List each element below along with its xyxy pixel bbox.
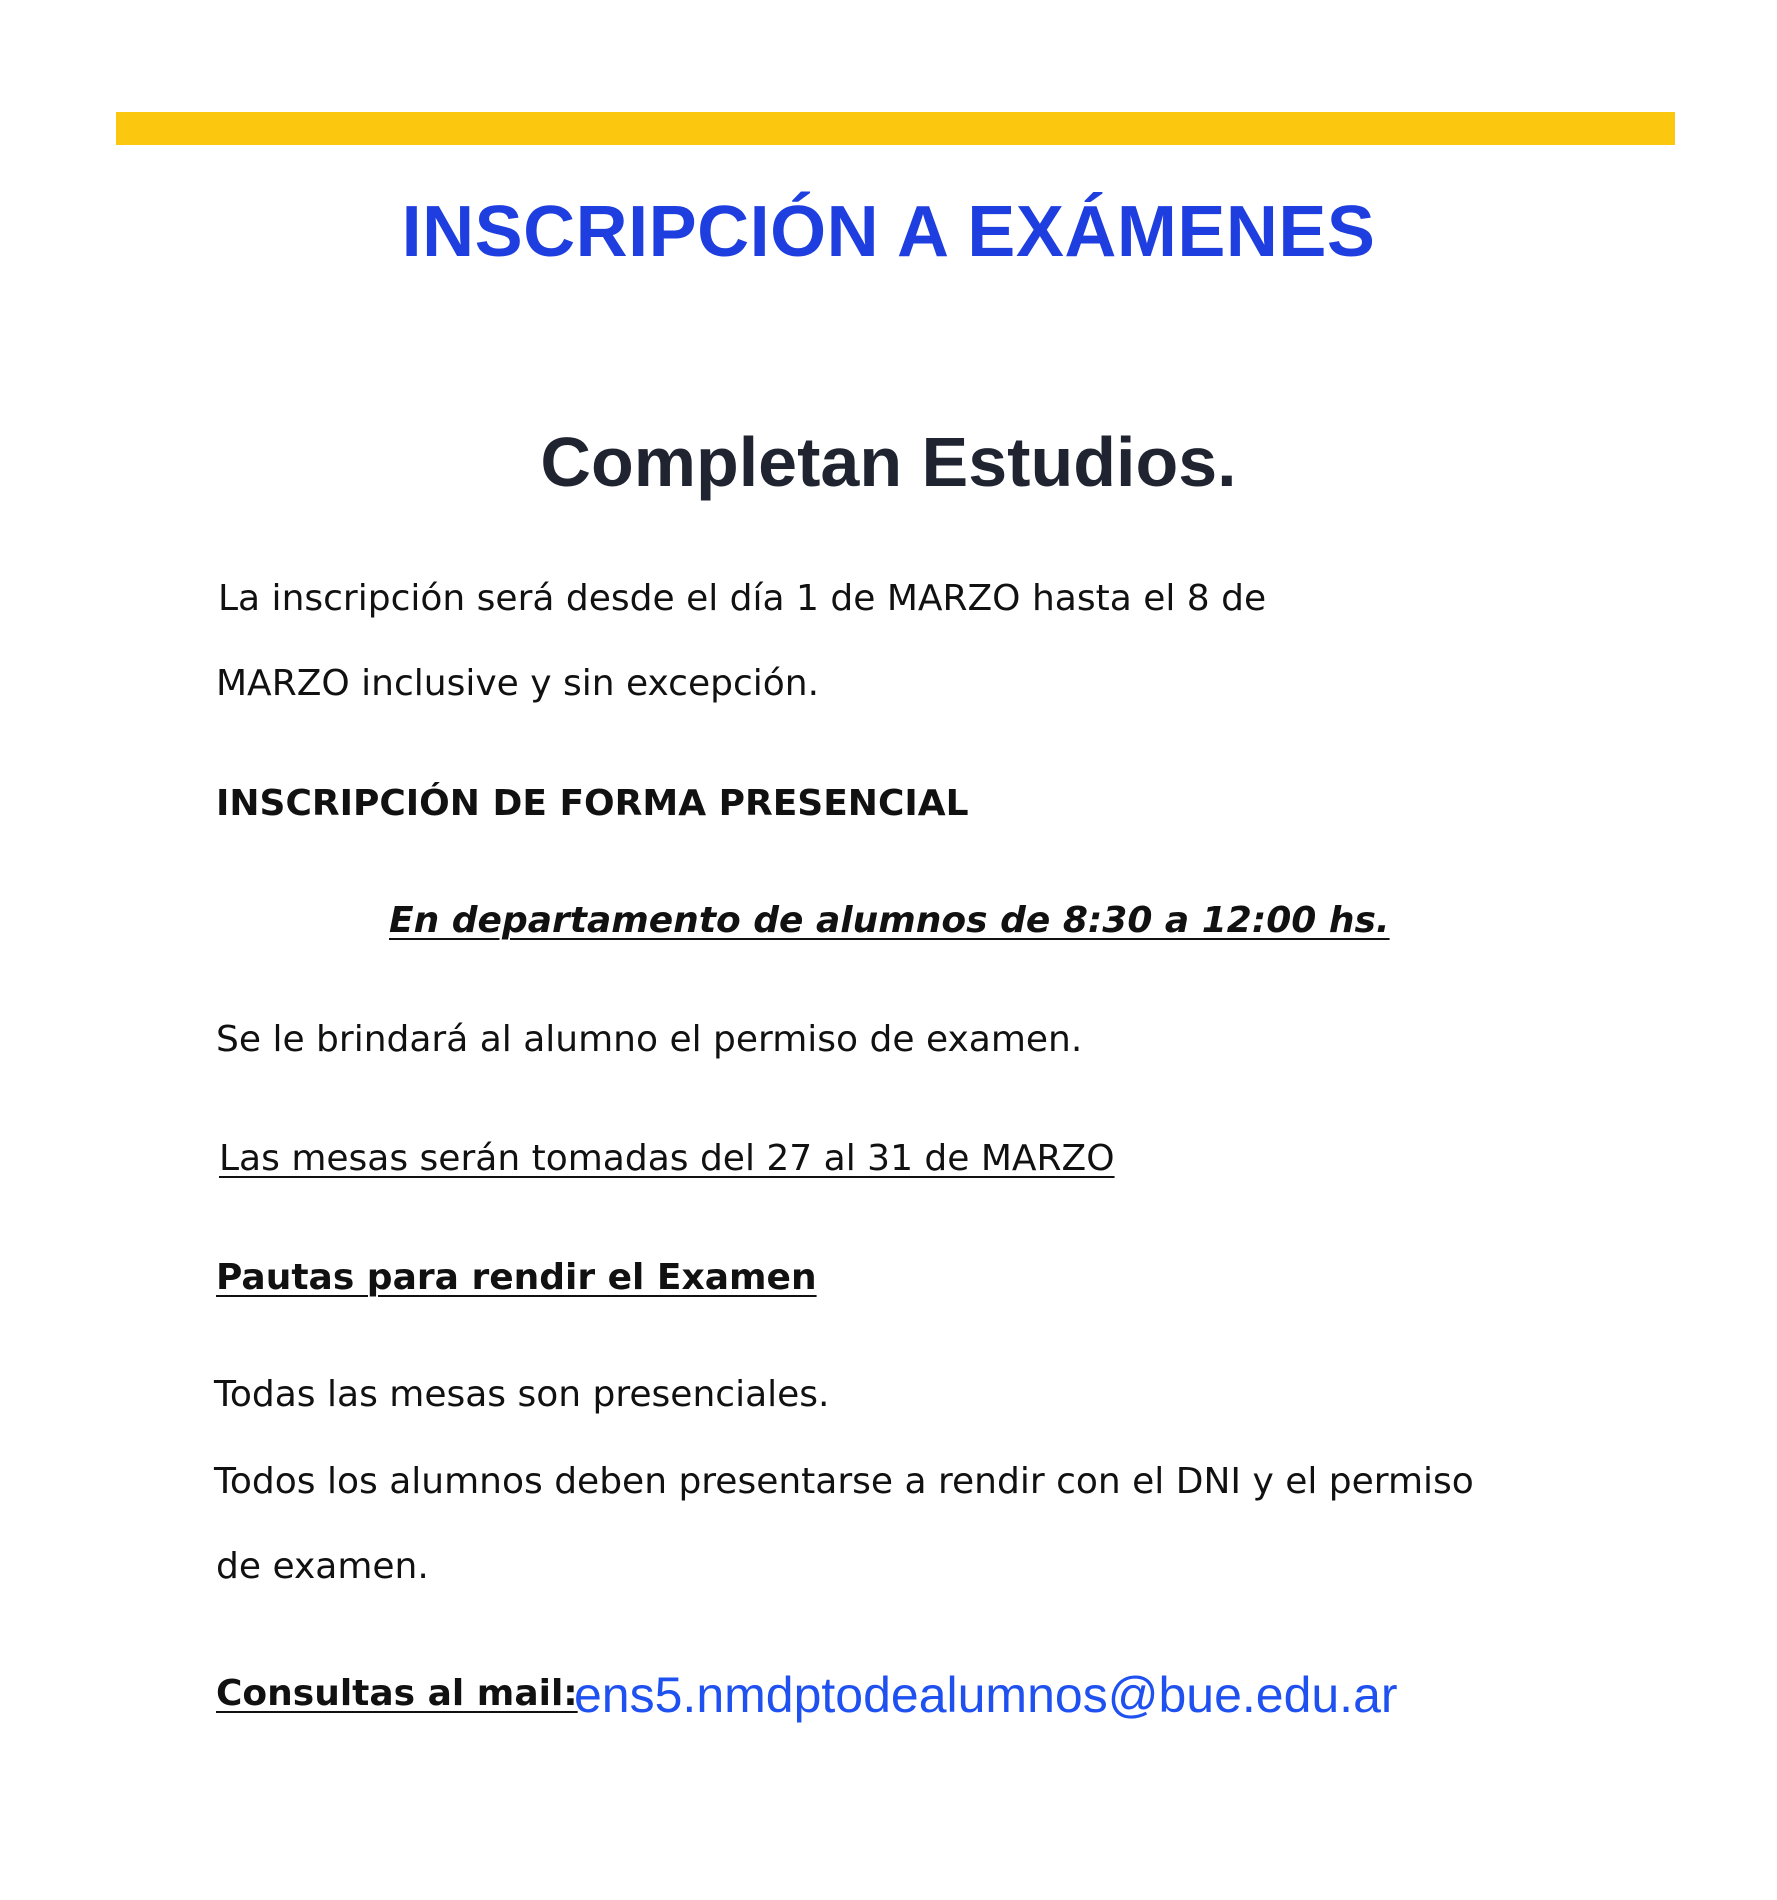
contact-label: Consultas al mail:: [216, 1673, 578, 1714]
exam-dates-note: Las mesas serán tomadas del 27 al 31 de MARZO: [219, 1138, 1115, 1179]
contact-email-link[interactable]: ens5.nmdptodealumnos@bue.edu.ar: [574, 1667, 1398, 1723]
page-title: INSCRIPCIÓN A EXÁMENES: [401, 192, 1376, 272]
top-accent-bar: [116, 112, 1675, 145]
schedule-note: En departamento de alumnos de 8:30 a 12:00 hs.: [389, 900, 1390, 941]
guideline-2-line-1: Todos los alumnos deben presentarse a rendir con el DNI y el permiso: [214, 1461, 1474, 1502]
guideline-2-line-2: de examen.: [216, 1546, 429, 1587]
section-heading-presencial: INSCRIPCIÓN DE FORMA PRESENCIAL: [216, 783, 969, 824]
guideline-1: Todas las mesas son presenciales.: [214, 1374, 830, 1415]
page-subtitle: Completan Estudios.: [540, 423, 1237, 501]
permit-note: Se le brindará al alumno el permiso de examen.: [216, 1019, 1083, 1060]
intro-line-1: La inscripción será desde el día 1 de MARZO hasta el 8 de: [218, 578, 1267, 619]
guidelines-heading: Pautas para rendir el Examen: [216, 1257, 817, 1298]
intro-line-2: MARZO inclusive y sin excepción.: [216, 663, 820, 704]
